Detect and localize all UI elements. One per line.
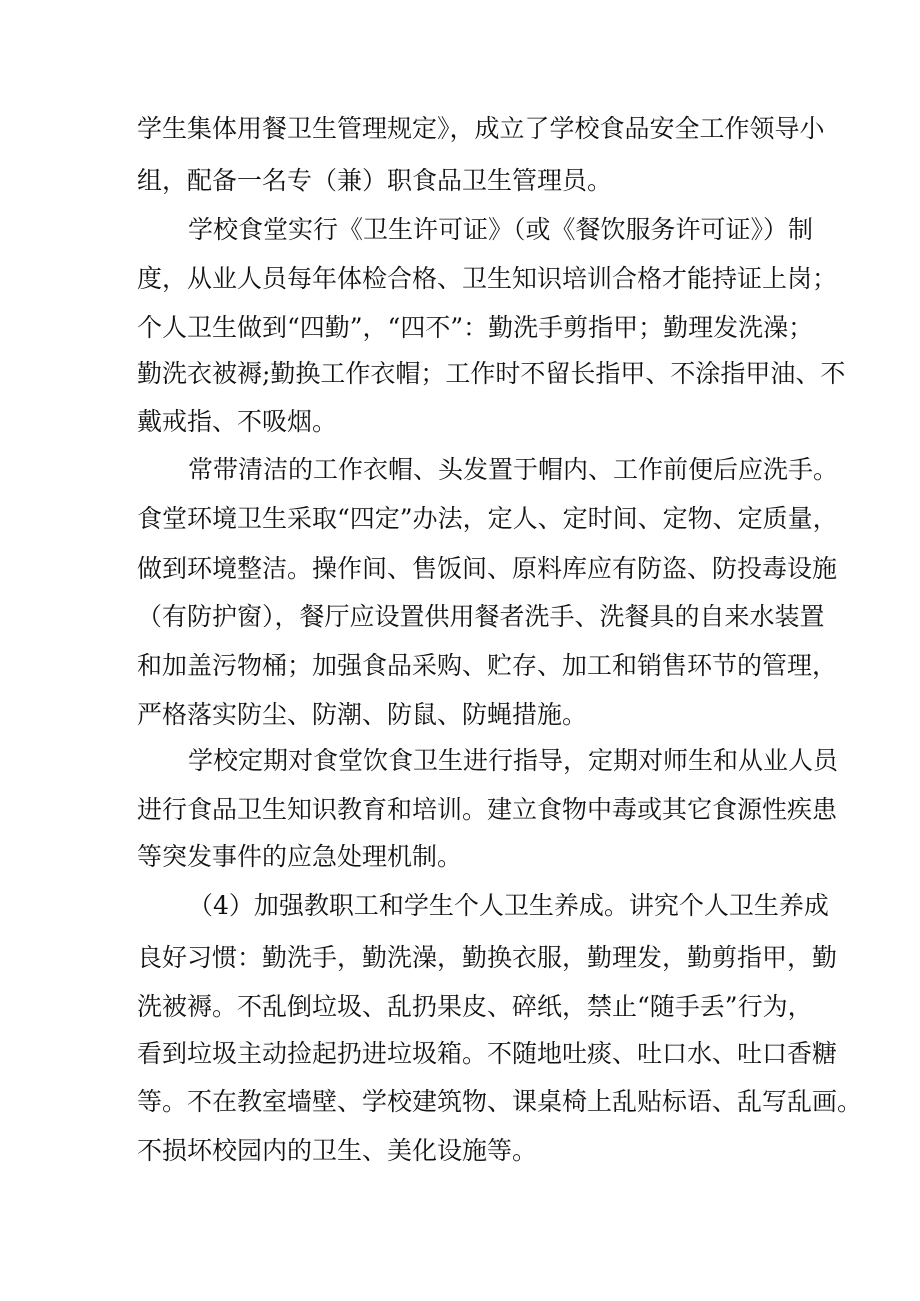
text-line: 度，从业人员每年体检合格、卫生知识培训合格才能持证上岗；: [137, 264, 838, 293]
text-line: 学生集体用餐卫生管理规定》，成立了学校食品安全工作领导小: [137, 114, 825, 143]
text-line: （4）加强教职工和学生个人卫生养成。讲究个人卫生养成: [188, 891, 829, 920]
text-line: 良好习惯：勤洗手，勤洗澡，勤换衣服，勤理发，勤剪指甲，勤: [137, 943, 838, 972]
text-line: 进行食品卫生知识教育和培训。建立食物中毒或其它食源性疾患: [137, 795, 838, 824]
text-line: 和加盖污物桶；加强食品采购、贮存、加工和销售环节的管理，: [137, 651, 838, 680]
text-line: 看到垃圾主动捡起扔进垃圾箱。不随地吐痰、吐口水、吐口香糖: [137, 1039, 838, 1068]
text-line: 不损坏校园内的卫生、美化设施等。: [137, 1136, 538, 1165]
text-line: 等突发事件的应急处理机制。: [137, 842, 463, 871]
text-line: 做到环境整洁。操作间、售饭间、原料库应有防盗、防投毒设施: [137, 554, 838, 583]
text-line: 戴戒指、不吸烟。: [137, 407, 338, 436]
text-line: 组，配备一名专（兼）职食品卫生管理员。: [137, 166, 613, 195]
text-line: 勤洗衣被褥;勤换工作衣帽；工作时不留长指甲、不涂指甲油、不: [137, 359, 846, 388]
text-line: 严格落实防尘、防潮、防鼠、防蝇措施。: [137, 700, 588, 729]
text-line: （有防护窗），餐厅应设置供用餐者洗手、洗餐具的自来水装置: [137, 602, 825, 631]
text-line: 个人卫生做到“四勤”，“四不”：勤洗手剪指甲；勤理发洗澡；: [137, 313, 814, 342]
text-line: 等。不在教室墙壁、学校建筑物、课桌椅上乱贴标语、乱写乱画。: [137, 1087, 863, 1116]
text-line: 学校定期对食堂饮食卫生进行指导，定期对师生和从业人员: [188, 746, 839, 775]
text-line: 常带清洁的工作衣帽、头发置于帽内、工作前便后应洗手。: [188, 455, 839, 484]
text-line: 食堂环境卫生采取“四定”办法，定人、定时间、定物、定质量，: [137, 504, 838, 533]
text-line: 洗被褥。不乱倒垃圾、乱扔果皮、碎纸，禁止“随手丢”行为，: [137, 992, 813, 1021]
text-line: 学校食堂实行《卫生许可证》（或《餐饮服务许可证》）制: [188, 215, 814, 244]
